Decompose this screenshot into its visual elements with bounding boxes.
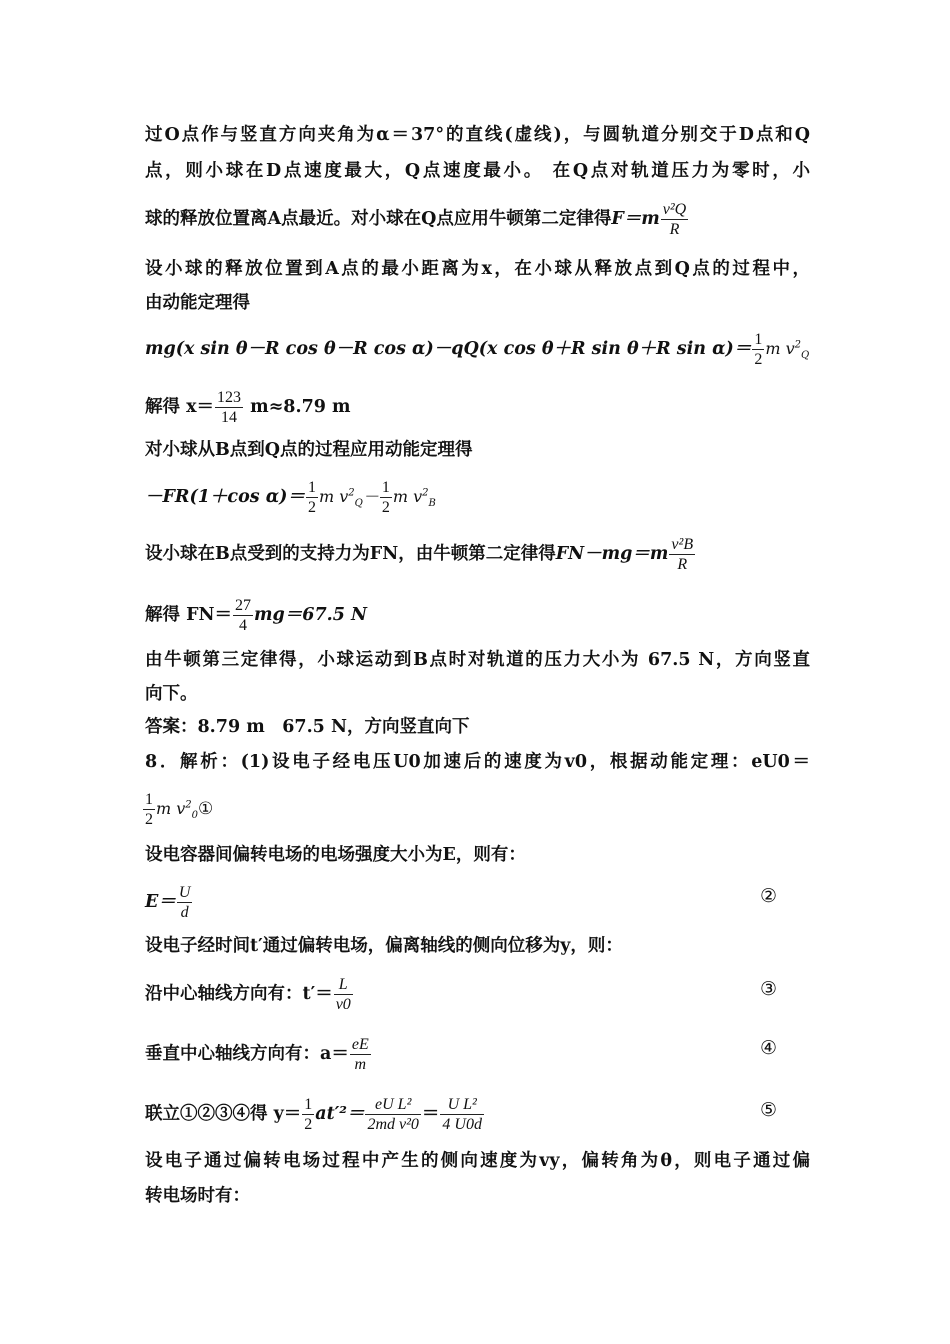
fraction-denominator: 14	[221, 409, 238, 426]
fraction-numerator: 1	[754, 331, 763, 348]
fraction-denominator: 2	[754, 351, 763, 368]
line-6: mg(x sin θ－R cos θ－R cos α)－qQ(x cos θ＋R sin θ＋R sin α)＝ $\frac{1}{2}$ m $v^2_Q$	[145, 331, 810, 368]
line-23: 设电子通过偏转电场过程中产生的侧向速度为vy，偏转角为θ，则电子通过偏	[145, 1151, 810, 1171]
line-10	[145, 535, 810, 574]
fraction-half	[752, 330, 764, 369]
fraction-denominator: R	[669, 221, 680, 238]
line-10-text: 设小球在B点受到的支持力为FN，由牛顿第二定律得	[145, 544, 556, 564]
line-18-eq: E＝	[145, 892, 176, 912]
fraction-half-b	[380, 478, 392, 517]
fraction-numerator: 1	[381, 479, 390, 496]
line-19: 设电子经时间t′通过偏转电场，偏离轴线的侧向位移为y，则：	[145, 936, 623, 956]
line-3-text: 球的释放位置离A点最近。对小球在Q点应用牛顿第二定律得	[145, 209, 612, 229]
line-11-suffix: mg＝67.5 N	[254, 605, 367, 625]
fraction-vb2-over-r	[669, 535, 695, 574]
line-7-prefix: 解得 x＝	[145, 397, 215, 417]
fraction-denominator: d	[180, 904, 189, 921]
fraction-numerator: 1	[304, 1096, 313, 1113]
fraction-27-over-4	[233, 596, 253, 635]
line-20-text: 沿中心轴线方向有：t′＝	[145, 984, 333, 1004]
line-5: 由动能定理得	[145, 293, 250, 313]
line-9-eq: －FR(1＋cos α)＝	[145, 487, 305, 507]
line-4: 设小球的释放位置到A点的最小距离为x，在小球从释放点到Q点的过程中，	[145, 259, 810, 279]
fraction-denominator: 2md v²0	[367, 1116, 419, 1133]
line-3	[145, 200, 810, 239]
fraction-denominator: 2	[381, 499, 390, 516]
fraction-half-c	[143, 790, 155, 829]
line-17: 设电容器间偏转电场的电场强度大小为E，则有：	[145, 845, 526, 865]
line-7-suffix: m≈8.79 m	[244, 397, 351, 417]
line-6-eq: mg(x sin θ－R cos θ－R cos α)－qQ(x cos θ＋R sin θ＋R sin α)＝	[145, 339, 752, 359]
line-7	[145, 388, 810, 427]
line-1: 过O点作与竖直方向夹角为α＝37°的直线(虚线)，与圆轨道分别交于D点和Q	[145, 125, 810, 145]
fraction-half-d	[302, 1095, 314, 1134]
fraction-u-over-d	[177, 883, 193, 922]
equation-mark-3: ③	[760, 978, 778, 1000]
fraction-half-a	[306, 478, 318, 517]
line-11-prefix: 解得 FN＝	[145, 605, 233, 625]
line-12: 由牛顿第三定律得，小球运动到B点时对轨道的压力大小为 67.5 N，方向竖直	[145, 650, 810, 670]
equation-mark-2: ②	[760, 885, 778, 907]
line-9: －FR(1＋cos α)＝ $\frac{1}{2}$ m $v^2_Q-$ $\frac{1}{2}$ m $v^2_B$	[145, 479, 436, 516]
fraction-numerator: 123	[217, 389, 242, 406]
line-13: 向下。	[145, 684, 198, 704]
line-22-text: 联立①②③④得 y＝	[145, 1104, 302, 1124]
fraction-ee-over-m	[350, 1035, 371, 1074]
fraction-denominator: 2	[145, 811, 153, 828]
fraction-numerator: 27	[235, 597, 252, 614]
equation-mark-4: ④	[760, 1037, 778, 1059]
fraction-123-over-14	[215, 388, 243, 427]
line-21	[145, 1035, 810, 1074]
fraction-denominator: v0	[335, 996, 351, 1013]
line-10-eq: FN－mg＝m	[555, 544, 669, 564]
fraction-numerator: 1	[307, 479, 316, 496]
line-21-text: 垂直中心轴线方向有：a＝	[145, 1044, 349, 1064]
fraction-numerator: eE	[351, 1036, 369, 1053]
fraction-numerator: 1	[145, 791, 153, 808]
line-2: 点，则小球在D点速度最大，Q点速度最小。 在Q点对轨道压力为零时，小	[145, 161, 810, 181]
fraction-denominator: R	[677, 556, 688, 573]
fraction-l-over-v0	[334, 975, 353, 1014]
line-15: 8．解析：(1)设电子经电压U0加速后的速度为v0，根据动能定理：eU0＝	[145, 752, 810, 772]
fraction-numerator: eU L²	[365, 1095, 420, 1115]
equation-mark-5: ⑤	[760, 1099, 778, 1121]
circled-1: ①	[198, 799, 214, 819]
line-22: 联立①②③④得 y＝ $\frac{1}{2}$ at′²＝ $\frac{\text{eU L²}}{\text{2md v²0}}$ ＝ $\frac{\text{U L²}}{4 U0d}$	[145, 1096, 482, 1133]
fraction-denominator: 4	[239, 617, 248, 634]
line-16: $\frac{1}{2}$ m $v^2_0①$	[145, 791, 214, 828]
fraction-numerator: L	[334, 975, 353, 995]
answer-line: 答案：8.79 m 67.5 N，方向竖直向下	[145, 717, 470, 737]
fraction-numerator: U	[178, 884, 191, 901]
fraction-denominator: 2	[304, 1116, 313, 1133]
fraction-denominator: 2	[307, 499, 316, 516]
fraction-eul2-over-2mdv02	[365, 1095, 420, 1134]
fraction-vq2-over-r	[661, 200, 688, 239]
fraction-denominator: m	[354, 1056, 367, 1073]
line-24: 转电场时有：	[145, 1186, 250, 1206]
line-20	[145, 975, 810, 1014]
fraction-numerator: U L²	[440, 1095, 484, 1115]
fraction-numerator: v²Q	[662, 201, 687, 218]
line-8: 对小球从B点到Q点的过程应用动能定理得	[145, 440, 473, 460]
fraction-ul2-over-4u0d	[440, 1095, 484, 1134]
fraction-denominator: 4 U0d	[442, 1116, 482, 1133]
line-3-eq: F＝m	[611, 209, 660, 229]
line-11	[145, 596, 810, 635]
line-18	[145, 883, 810, 922]
fraction-numerator: v²B	[671, 536, 694, 553]
